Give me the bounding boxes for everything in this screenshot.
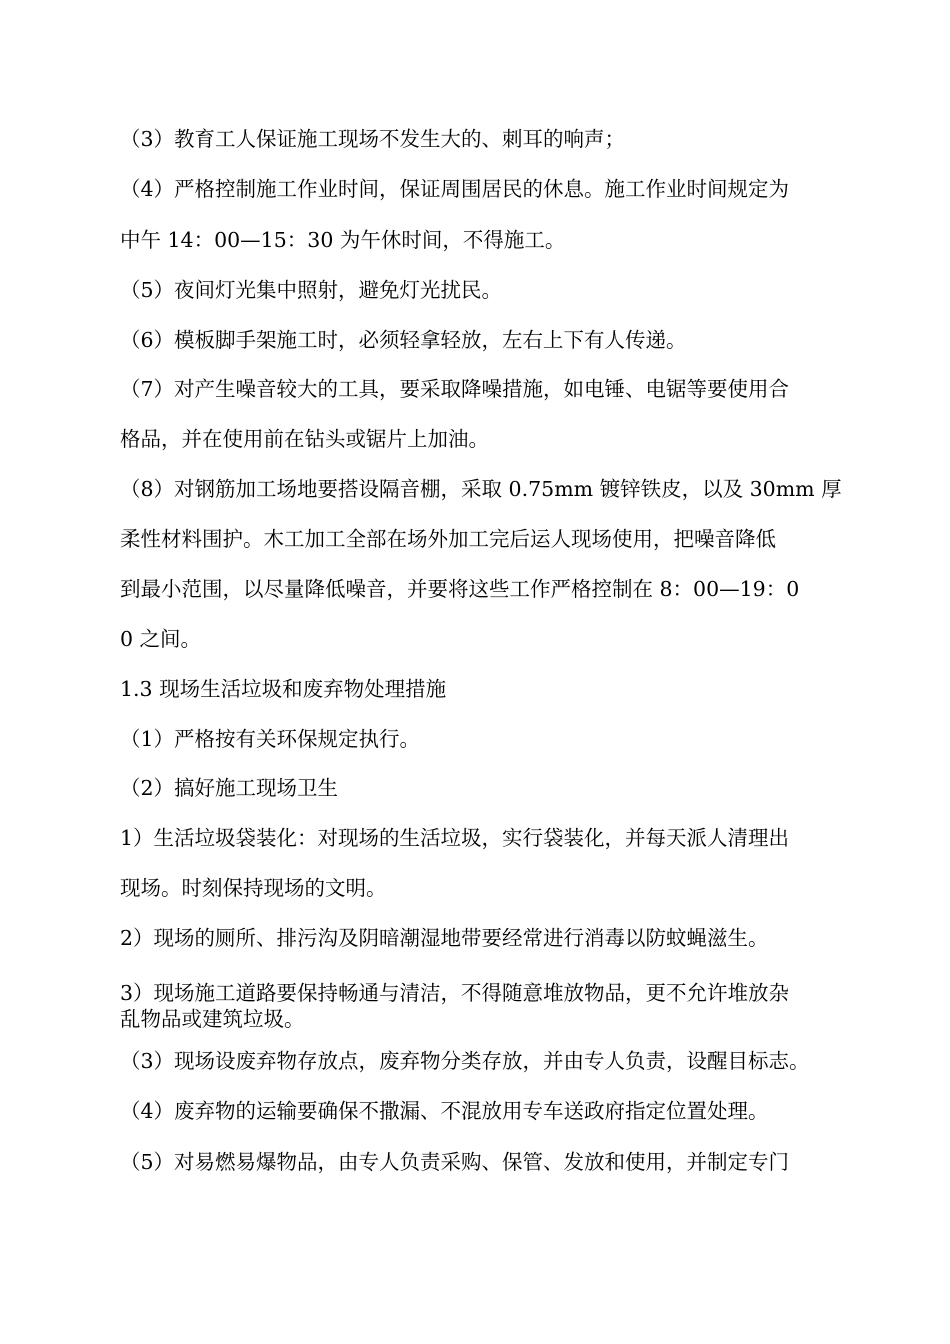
text-line: （6）模板脚手架施工时，必须轻拿轻放，左右上下有人传递。 xyxy=(120,328,687,352)
text-line: 到最小范围，以尽量降低噪音，并要将这些工作严格控制在 8：00—19：0 xyxy=(120,577,800,601)
text-line: 现场。时刻保持现场的文明。 xyxy=(120,876,387,900)
text-line: （3）教育工人保证施工现场不发生大的、刺耳的响声； xyxy=(120,127,626,151)
text-line: 中午 14：00—15：30 为午休时间，不得施工。 xyxy=(120,228,566,252)
text-line: 0 之间。 xyxy=(120,627,202,651)
text-line: 格品，并在使用前在钻头或锯片上加油。 xyxy=(120,427,489,451)
text-line: （8）对钢筋加工场地要搭设隔音棚，采取 0.75mm 镀锌铁皮，以及 30mm 厚 xyxy=(120,477,842,501)
text-line: （4）废弃物的运输要确保不撒漏、不混放用专车送政府指定位置处理。 xyxy=(120,1099,769,1123)
text-line: （5）夜间灯光集中照射，避免灯光扰民。 xyxy=(120,278,503,302)
section-heading: 1.3 现场生活垃圾和废弃物处理措施 xyxy=(120,677,447,701)
text-line: （2）搞好施工现场卫生 xyxy=(120,776,339,800)
text-line: 1）生活垃圾袋装化：对现场的生活垃圾，实行袋装化，并每天派人清理出 xyxy=(120,826,790,850)
text-line: 2）现场的厕所、排污沟及阴暗潮湿地带要经常进行消毒以防蚊蝇滋生。 xyxy=(120,926,769,950)
text-line: （5）对易燃易爆物品，由专人负责采购、保管、发放和使用，并制定专门 xyxy=(120,1150,790,1174)
text-line: （1）严格按有关环保规定执行。 xyxy=(120,727,421,751)
text-line: （3）现场设废弃物存放点，废弃物分类存放，并由专人负责，设醒目标志。 xyxy=(120,1049,810,1073)
text-line: （7）对产生噪音较大的工具，要采取降噪措施，如电锤、电锯等要使用合 xyxy=(120,377,790,401)
text-line: （4）严格控制施工作业时间，保证周围居民的休息。施工作业时间规定为 xyxy=(120,177,790,201)
text-line: 3）现场施工道路要保持畅通与清洁，不得随意堆放物品，更不允许堆放杂 xyxy=(120,981,790,1005)
text-line: 乱物品或建筑垃圾。 xyxy=(120,1007,305,1031)
text-line: 柔性材料围护。木工加工全部在场外加工完后运人现场使用，把噪音降低 xyxy=(120,527,776,551)
